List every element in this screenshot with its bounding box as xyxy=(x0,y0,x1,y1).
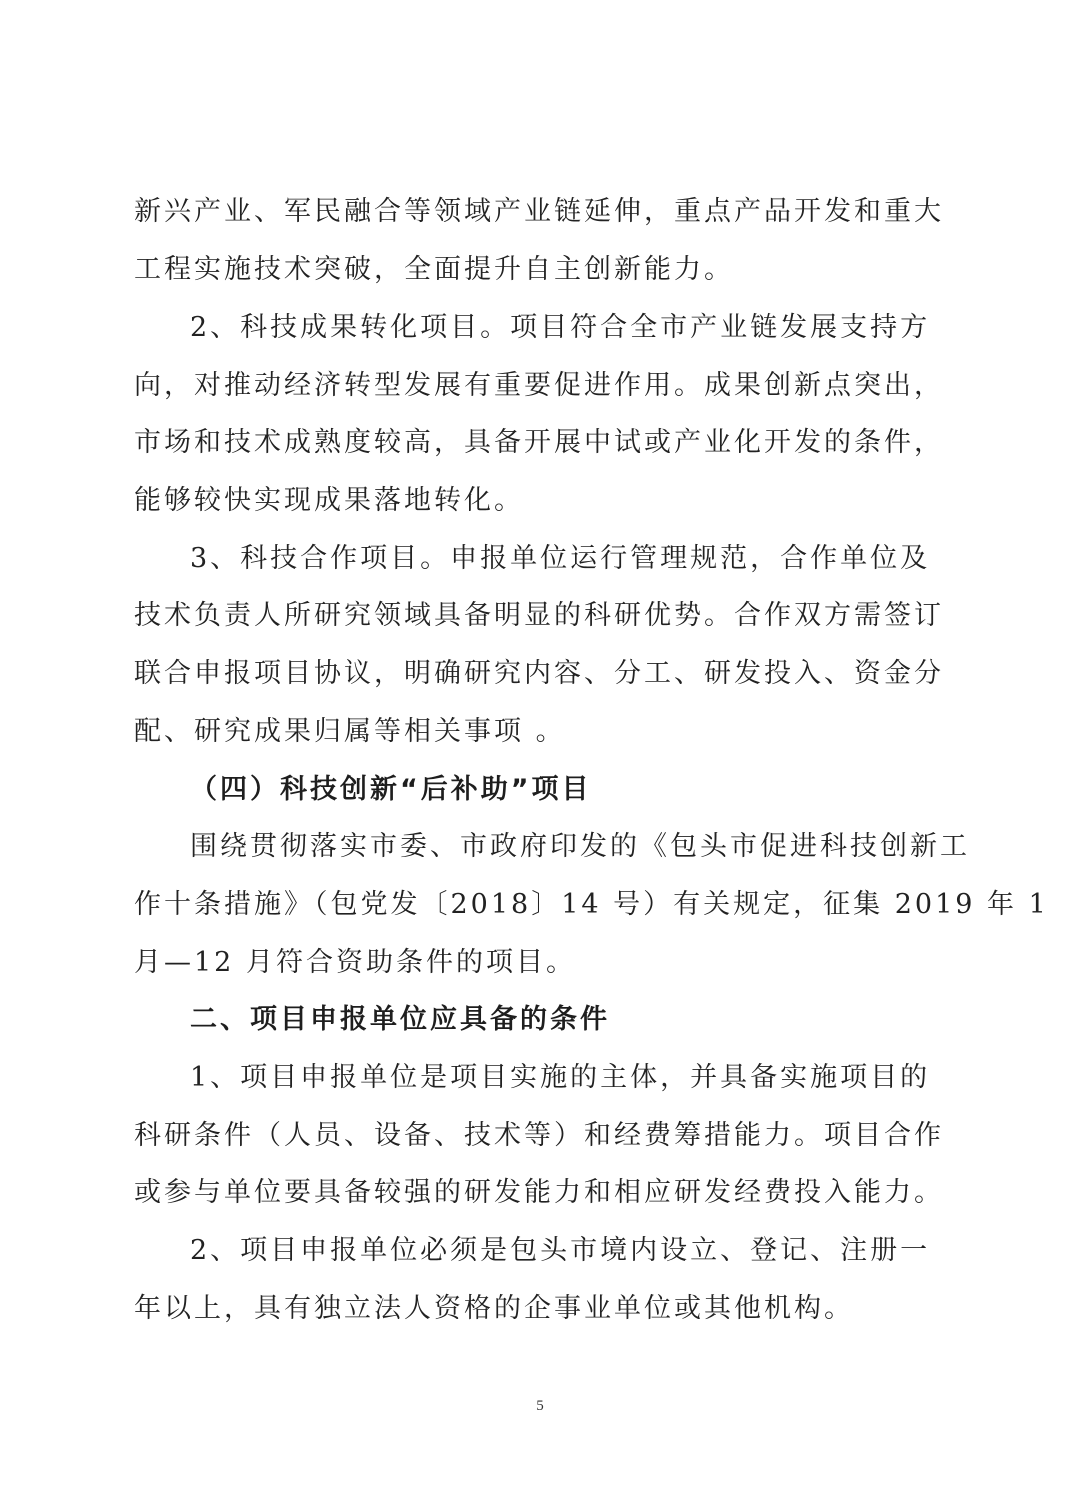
page-number: 5 xyxy=(536,1398,544,1414)
text-line: 围绕贯彻落实市委、市政府印发的《包头市促进科技创新工 xyxy=(190,831,970,862)
text-line: 2、项目申报单位必须是包头市境内设立、登记、注册一 xyxy=(190,1235,931,1266)
text-line: 科研条件（人员、设备、技术等）和经费筹措能力。项目合作 xyxy=(134,1120,944,1151)
text-line: 新兴产业、军民融合等领域产业链延伸，重点产品开发和重大 xyxy=(134,196,944,227)
text-line: 工程实施技术突破，全面提升自主创新能力。 xyxy=(134,254,734,285)
text-line: 年以上，具有独立法人资格的企事业单位或其他机构。 xyxy=(134,1293,854,1324)
text-line: 2、科技成果转化项目。项目符合全市产业链发展支持方 xyxy=(190,312,931,343)
section-heading: 二、项目申报单位应具备的条件 xyxy=(190,1004,610,1035)
text-line: 能够较快实现成果落地转化。 xyxy=(134,485,524,516)
text-line: 市场和技术成熟度较高，具备开展中试或产业化开发的条件， xyxy=(134,427,944,458)
text-line: 向，对推动经济转型发展有重要促进作用。成果创新点突出， xyxy=(134,370,944,401)
section-heading: （四）科技创新“后补助”项目 xyxy=(190,774,592,805)
text-line: 月—12 月符合资助条件的项目。 xyxy=(134,947,576,978)
text-line: 技术负责人所研究领域具备明显的科研优势。合作双方需签订 xyxy=(134,600,944,631)
text-line: 作十条措施》（包党发〔2018〕14 号）有关规定，征集 2019 年 1 xyxy=(134,889,1049,920)
text-line: 1、项目申报单位是项目实施的主体，并具备实施项目的 xyxy=(190,1062,931,1093)
text-line: 联合申报项目协议，明确研究内容、分工、研发投入、资金分 xyxy=(134,658,944,689)
text-line: 配、研究成果归属等相关事项 。 xyxy=(134,716,566,747)
text-line: 3、科技合作项目。申报单位运行管理规范，合作单位及 xyxy=(190,543,931,574)
text-line: 或参与单位要具备较强的研发能力和相应研发经费投入能力。 xyxy=(134,1177,944,1208)
